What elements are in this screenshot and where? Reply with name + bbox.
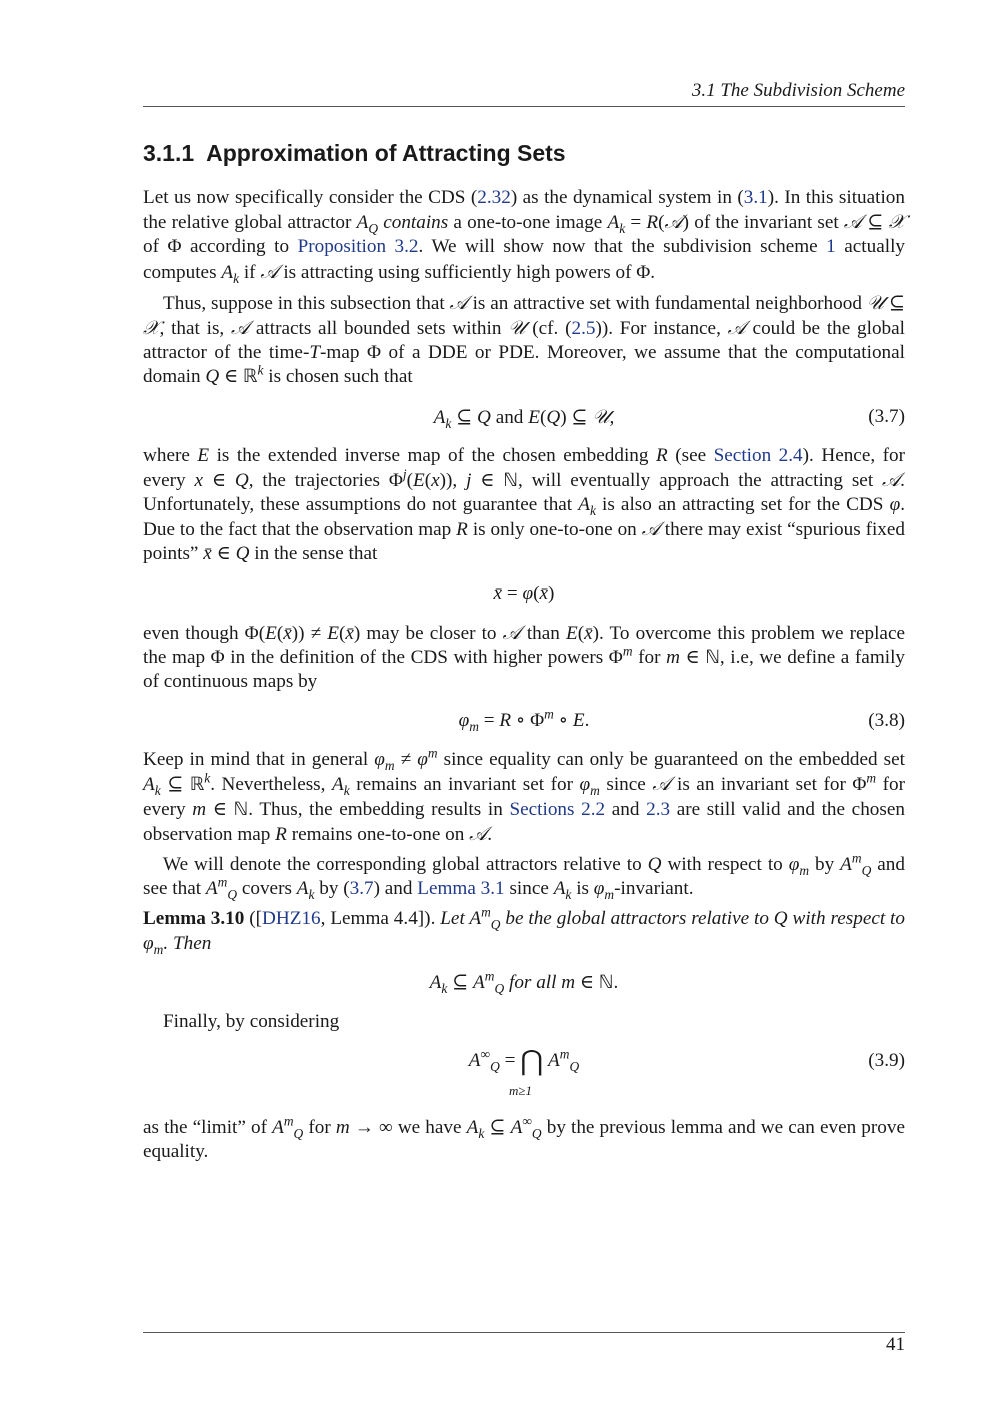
paragraph-2: Thus, suppose in this subsection that 𝒜 is an attractive set with fundamental neighborhood 𝒰 ⊆ 𝒳, that is, 𝒜 attracts all bounded sets within 𝒰 (cf. (2.5)). For instance, 𝒜 could be the global attractor of the time-T-map Φ of a DDE or PDE. Moreover, we assume that the computational domain Q ∈ ℝ$^k$ is chosen such that — [143, 290, 906, 388]
paragraph-3: where E is the extended inverse map of the chosen embedding R (see Section 2.4). Hence, for every x ∈ Q, the trajectories $\Phi^j(E(x))$, j ∈ ℕ, will eventually approach the attracting set 𝒜. Unfortunately, these assumptions do not guarantee that $A_k$ is also an attracting set for the CDS φ. Due to the fact that the observation map R is only one-to-one on 𝒜 there may exist “spurious fixed points” x̄ ∈ Q in the sense that — [143, 444, 906, 565]
equation-3-8: $\varphi_m = R$ ∘ $\Phi^m$ ∘ E. (3.8) — [458, 706, 905, 735]
link-section-2-3[interactable]: 2.3 — [646, 798, 671, 820]
link-cite-dhz16[interactable]: DHZ16 — [262, 908, 321, 930]
link-eq-3-7[interactable]: 3.7 — [349, 878, 374, 900]
paragraph-1: Let us now specifically consider the CDS (2.32) as the dynamical system in (3.1). In this situation the relative global attractor $A_Q$ contains a one-to-one image $A_k$ = R(𝒜) of the invariant set 𝒜 ⊆ 𝒳 of Φ according to Proposition 3.2. We will show now that the subdivision scheme 1 actually computes $A_k$ if 𝒜 is attracting using sufficiently high powers of Φ. — [143, 187, 906, 286]
body-text — [143, 186, 905, 1170]
header-rule — [143, 106, 905, 107]
link-sections-2-2[interactable]: Sections 2.2 — [509, 798, 606, 820]
link-eq-2-5[interactable]: 2.5 — [571, 318, 596, 340]
section-title — [143, 140, 566, 167]
link-eq-3-1[interactable]: 3.1 — [743, 187, 768, 208]
equation-fixed-point: x̄ = φ(x̄) — [493, 582, 555, 604]
equation-3-9: $A^\infty_Q$ = ⋂ $A^m_Q$ m≥1 (3.9) — [468, 1046, 905, 1099]
paragraph-6: We will denote the corresponding global attractors relative to Q with respect to $\varphi_m$ by $A^m_Q$ and see that $A^m_Q$ covers $A_k$ by (3.7) and Lemma 3.1 since $A_k$ is $\varphi_m$-invariant. — [143, 850, 905, 903]
footer-rule — [143, 1332, 905, 1333]
lemma-3-10: Lemma 3.10 ([DHZ16, Lemma 4.4]). Let $A^m_Q$ be the global attractors relative to Q with respect to $\varphi_m$. Then — [143, 905, 905, 957]
page-number: 41 — [886, 1334, 905, 1355]
link-scheme-1[interactable]: 1 — [826, 236, 836, 258]
paragraph-4: even though Φ(E(x̄)) ≠ E(x̄) may be closer to 𝒜 than E(x̄). To overcome this problem we replace the map Φ in the definition of the CDS with higher powers $\Phi^m$ for m ∈ ℕ, i.e, we define a family of continuous maps by — [143, 620, 905, 693]
lemma-cite-rest: , Lemma 4.4]). — [320, 908, 436, 930]
equation-lemma: $A_k$ ⊆ $A^m_Q$ for all m ∈ ℕ. — [429, 968, 619, 996]
link-section-2-4[interactable]: Section 2.4 — [713, 444, 803, 466]
paragraph-7: Finally, by considering — [163, 1010, 340, 1032]
equation-number: (3.7) — [868, 405, 905, 427]
page — [143, 0, 905, 1414]
link-lemma-3-1[interactable]: Lemma 3.1 — [417, 878, 505, 900]
section-title-text: Approximation of Attracting Sets — [206, 140, 566, 166]
paragraph-5: Keep in mind that in general $\varphi_m \ne \varphi^m$ since equality can only be guaranteed on the embedded set $A_k$ ⊆ ℝ$^k$. Nevertheless, $A_k$ remains an invariant set for $\varphi_m$ since 𝒜 is an invariant set for $\Phi^m$ for every m ∈ ℕ. Thus, the embedding results in Sections 2.2 and 2.3 are still valid and the chosen observation map R remains one-to-one on 𝒜. — [143, 745, 905, 845]
equation-3-7: $A_k$ ⊆ Q and E(Q) ⊆ 𝒰, (3.7) — [433, 404, 905, 431]
equation-number: (3.8) — [868, 710, 905, 732]
paragraph-8: as the “limit” of $A^m_Q$ for m → ∞ we have $A_k$ ⊆ $A^\infty_Q$ by the previous lemma and we can even prove equality. — [143, 1113, 905, 1163]
link-eq-2-32[interactable]: 2.32 — [477, 187, 511, 208]
running-head: 3.1 The Subdivision Scheme — [691, 80, 905, 101]
lemma-label: Lemma 3.10 — [143, 908, 245, 930]
section-number: 3.1.1 — [143, 140, 195, 166]
link-proposition-3-2[interactable]: Proposition 3.2 — [297, 236, 419, 258]
equation-number: (3.9) — [868, 1050, 905, 1072]
